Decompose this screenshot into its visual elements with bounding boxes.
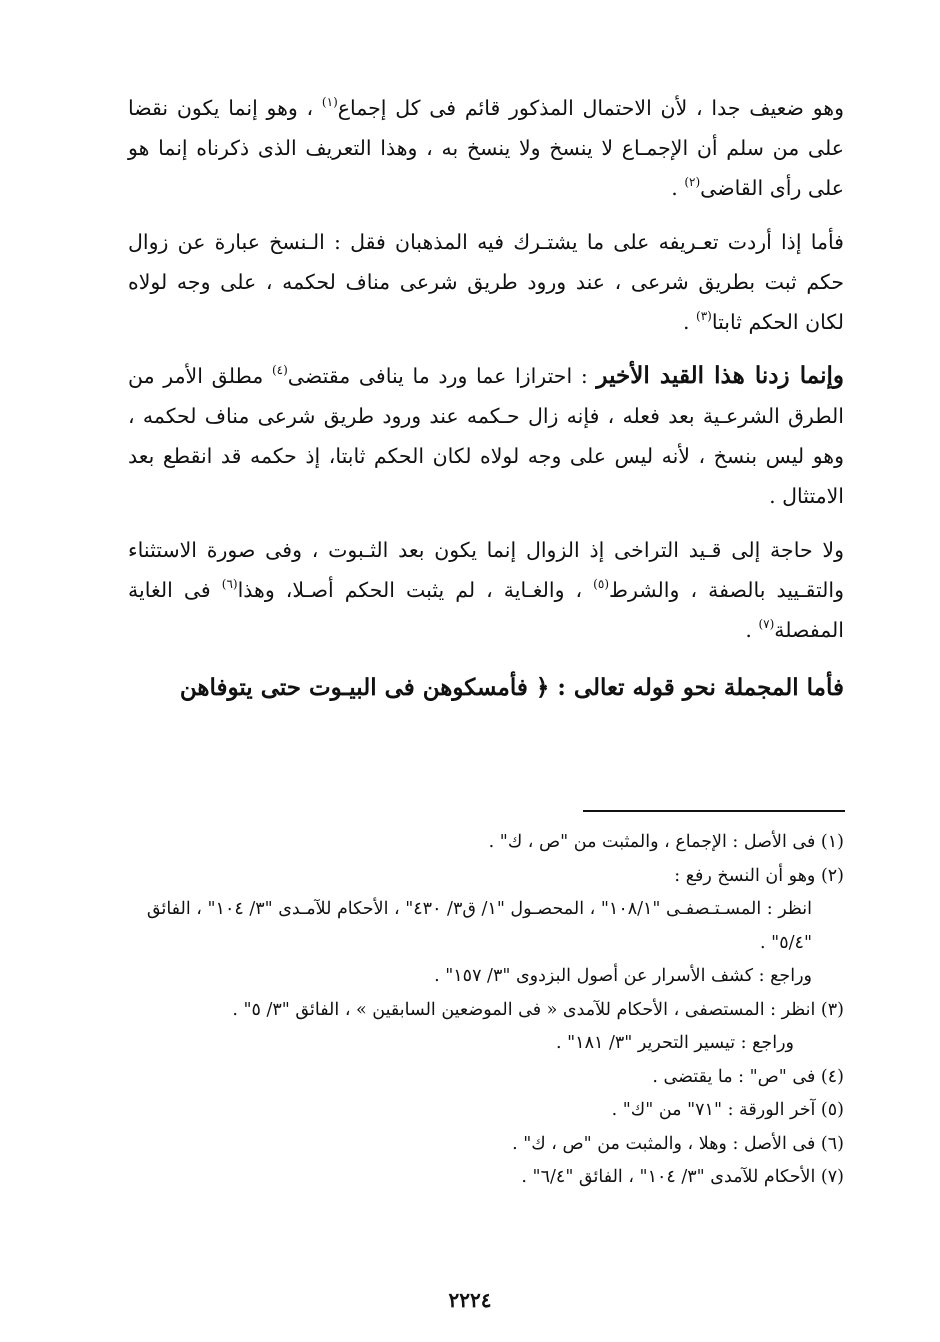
paragraph-text: ، وهو إنما يكون نقضا على من سلم أن الإجمـاع لا ينسخ ولا ينسخ به ، وهذا التعريف الذى ذكرناه إنما هو على رأى القاضى: [128, 96, 844, 200]
footnote-1: (١) فى الأصل : الإجماع ، والمثبت من "ص ، ك" .: [488, 832, 844, 852]
page-number: ٢٢٢٤: [448, 1288, 492, 1312]
paragraph-text: ولا حاجة إلى قـيد التراخى إذ الزوال إنما يكون بعد الثـبوت ، وفى صورة الاستثناء والتقـييد بالصفة ، والشرط: [128, 538, 845, 602]
footnote-7: (٧) الأحكام للآمدى "٣/ ١٠٤" ، الفائق "٦/٤" .: [521, 1167, 844, 1187]
footnote-2-see-also: وراجع : كشف الأسرار عن أصول البزدوى "٣/ ١٥٧" .: [434, 966, 812, 986]
footnote-4: (٤) فى "ص" : ما يقتضى .: [652, 1066, 844, 1087]
footnote-3-see-also: وراجع : تيسير التحرير "٣/ ١٨١" .: [555, 1033, 794, 1053]
paragraph-text: فأما إذا أردت تعـريفه على ما يشتـرك فيه المذهبان فقل : الـنسخ عبارة عن زوال حكم ثبت بطريق شرعى ، عند ورود طريق شرعى مناف لحكمه ، على وجه لولاه لكان الحكم ثابتا: [128, 230, 844, 334]
footnote-ref-3: (٣): [696, 309, 712, 323]
paragraph-5: فأما المجملة نحو قوله تعالى : ﴿ فأمسكوهن فى البيـوت حتى يتوفاهن: [179, 674, 844, 701]
paragraph-1: [128, 88, 844, 208]
footnote-2: (٢) وهو أن النسخ رفع :: [674, 865, 844, 886]
paragraph-3: [128, 356, 844, 516]
footnote-ref-4: (٤): [271, 363, 288, 377]
paragraph-4: [128, 530, 844, 650]
footnote-ref-5: (٥): [593, 577, 609, 591]
paragraph-text: .: [682, 310, 697, 334]
paragraph-text: .: [671, 176, 685, 200]
paragraph-text: فى الغاية المفصلة: [128, 578, 844, 642]
main-text: [128, 88, 844, 708]
paragraph-2: [128, 222, 844, 342]
footnote-ref-6: (٦): [221, 577, 238, 591]
paragraph-text: .: [745, 618, 759, 642]
paragraph-text: ، والغـاية ، لم يثبت الحكم أصـلا، وهذا: [237, 578, 594, 602]
footnote-5: (٥) آخر الورقة : "٧١" من "ك" .: [611, 1100, 844, 1120]
footnote-6: (٦) فى الأصل : وهلا ، والمثبت من "ص ، ك" .: [512, 1133, 844, 1154]
footnote-ref-2: (٢): [684, 175, 701, 189]
paragraph-lead-heading: وإنما زدنا هذا القيد الأخير: [596, 362, 845, 389]
paragraph-text: : احترازا عما ورد ما ينافى مقتضى: [287, 364, 597, 388]
footnote-divider: [583, 810, 845, 812]
footnote-2-sources: انظر : المسـتـصفـى "١٠٨/١" ، المحصـول "١/ ق٣/ ٤٣٠" ، الأحكام للآمـدى "٣/ ١٠٤" ، الفائق "٥/٤" .: [146, 899, 812, 953]
footnote-ref-7: (٧): [758, 617, 775, 631]
paragraph-text: مطلق الأمر من الطرق الشرعـية بعد فعله ، فإنه زال حـكمه عند ورود طريق شرعى مناف لحكمه ، وهو ليس بنسخ ، لأنه ليس على وجه لولاه لكان الحكم ثابتا، إذ حكمه قد انقطع بعد الامتثال .: [128, 364, 844, 508]
footnote-ref-1: (١): [321, 95, 338, 109]
paragraph-text: وهو ضعيف جدا ، لأن الاحتمال المذكور قائم فى كل إجماع: [337, 96, 844, 120]
footnotes: [120, 826, 844, 1195]
footnote-3: (٣) انظر : المستصفى ، الأحكام للآمدى « فى الموضعين السابقين » ، الفائق "٣/ ٥" .: [232, 999, 844, 1020]
